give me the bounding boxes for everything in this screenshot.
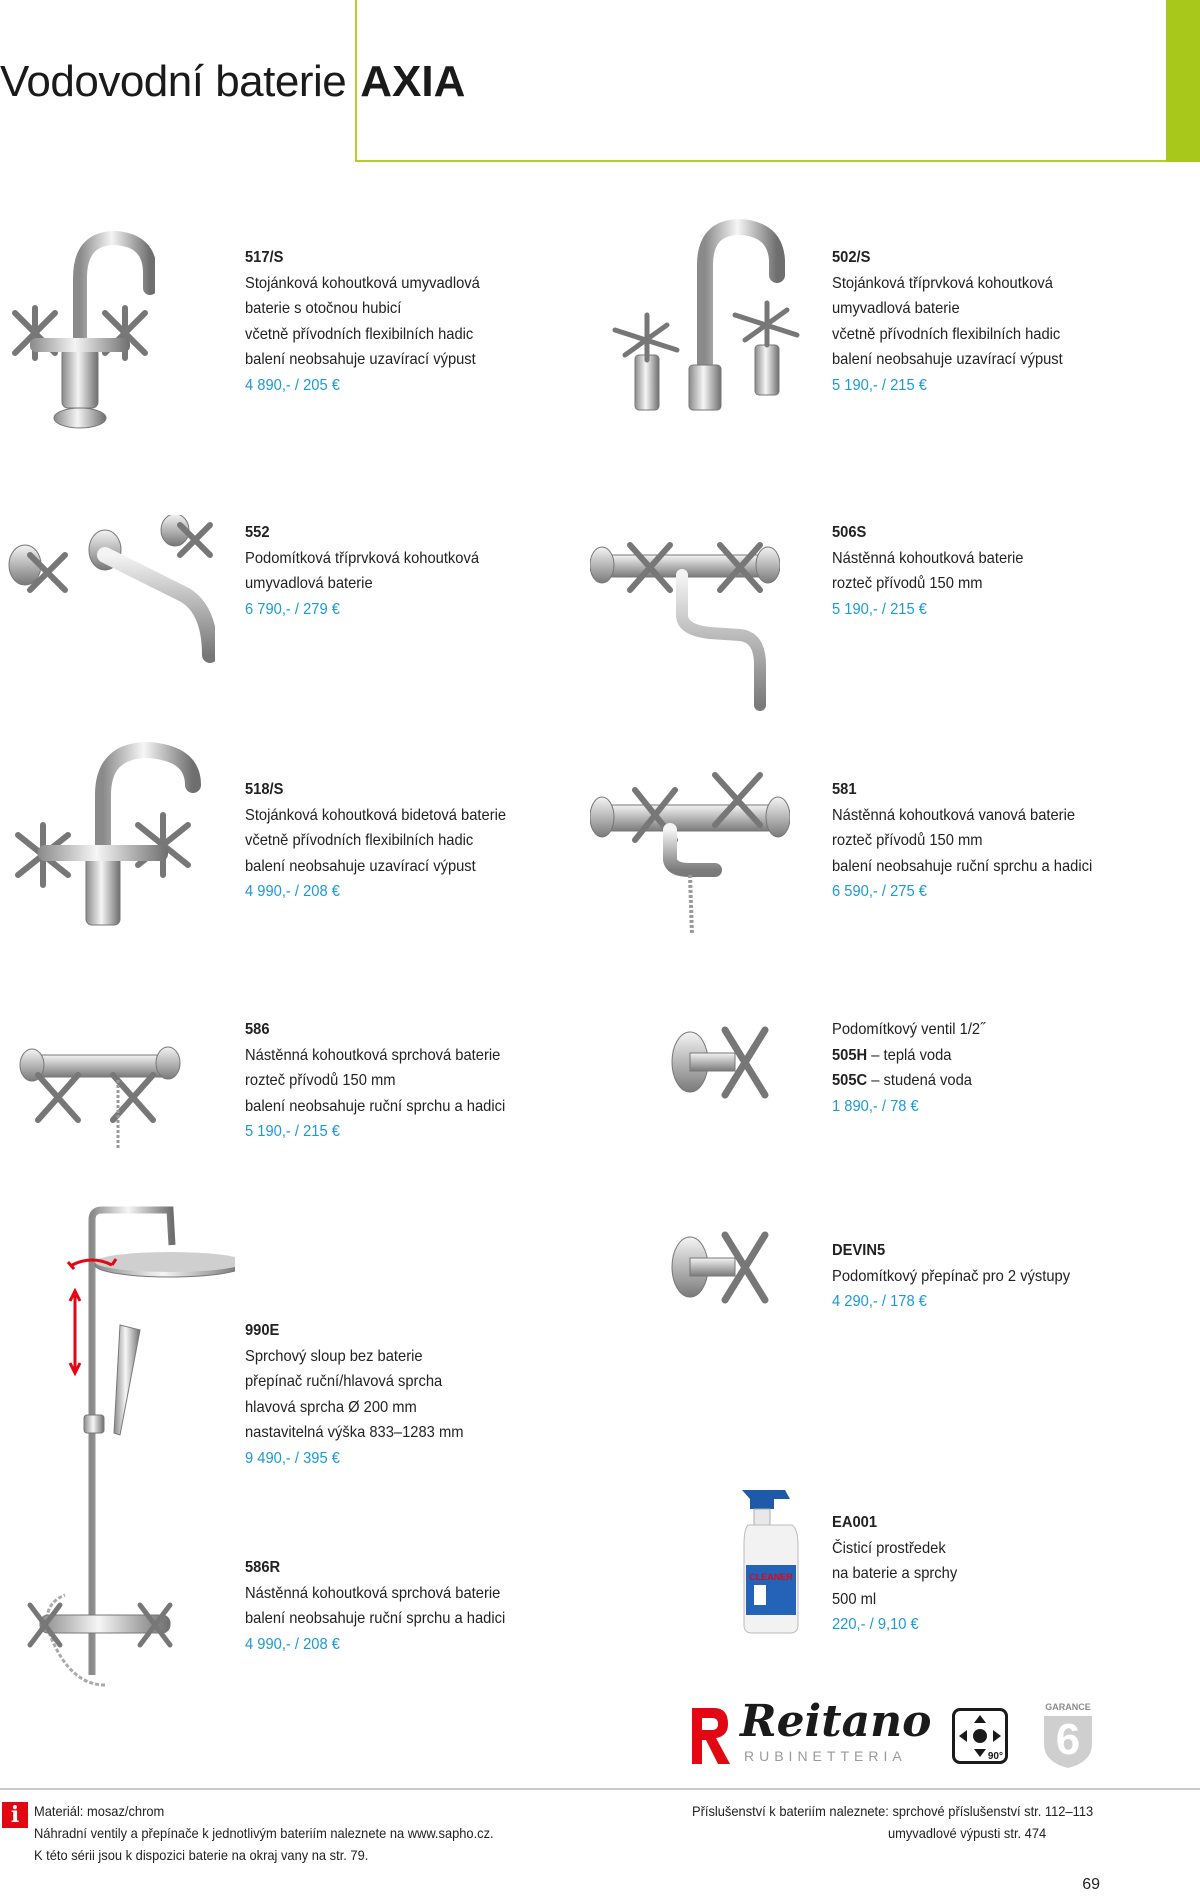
rotation-90-badge: [952, 1708, 1008, 1764]
product-desc: balení neobsahuje ruční sprchu a hadici: [245, 1610, 506, 1627]
product-desc: Podomítkový ventil 1/2˝: [832, 1021, 985, 1038]
product-price: 5 190,- / 215 €: [832, 600, 927, 618]
guarantee-badge: [1038, 1700, 1098, 1770]
product-code: 505H: [832, 1046, 868, 1064]
product-desc: balení neobsahuje uzavírací výpust: [832, 351, 1063, 368]
bidet-mixer-icon: [8, 735, 208, 935]
product-desc: hlavová sprcha Ø 200 mm: [245, 1398, 417, 1416]
product-code: 586: [245, 1021, 270, 1038]
bath-mixer-icon: [590, 765, 790, 940]
product-code: 581: [832, 781, 857, 798]
product-price: 220,- / 9,10 €: [832, 1616, 919, 1633]
product-price: 5 190,- / 215 €: [832, 376, 927, 394]
shower-column-icon: [20, 1205, 235, 1715]
guarantee-label: GARANCE: [1045, 1702, 1091, 1712]
cleaner-bottle-icon: [740, 1485, 805, 1635]
product-586: [245, 1017, 521, 1145]
product-code: 990E: [245, 1322, 280, 1339]
product-ea001: [832, 1510, 1108, 1638]
footer-accessory-line: Příslušenství k bateriím naleznete: sprchové příslušenství str. 112–113: [692, 1803, 1094, 1819]
product-desc: nastavitelná výška 833–1283 mm: [245, 1424, 464, 1441]
bottle-label: CLEANER: [749, 1572, 793, 1582]
product-price: 4 990,- / 208 €: [245, 1635, 340, 1653]
wall-basin-mixer-icon: [5, 515, 215, 665]
product-desc: balení neobsahuje uzavírací výpust: [245, 857, 476, 875]
product-desc: Stojánková kohoutková bidetová baterie: [245, 806, 507, 824]
product-price: 9 490,- / 395 €: [245, 1449, 340, 1467]
product-desc: přepínač ruční/hlavová sprcha: [245, 1373, 443, 1390]
product-desc: balení neobsahuje ruční sprchu a hadici: [245, 1097, 506, 1115]
header-frame: [355, 0, 1167, 162]
product-price: 4 890,- / 205 €: [245, 376, 340, 394]
footer-accessory-line: umyvadlové výpusti str. 474: [887, 1825, 1047, 1841]
product-desc: – teplá voda: [867, 1046, 952, 1064]
product-code: 502/S: [832, 249, 871, 266]
accent-bar: [1166, 0, 1200, 162]
product-code: DEVIN5: [832, 1242, 886, 1259]
footer-note: Náhradní ventily a přepínače k jednotlivým bateriím naleznete na www.sapho.cz.: [34, 1825, 494, 1841]
product-desc: balení neobsahuje ruční sprchu a hadici: [832, 857, 1093, 875]
product-code: 586R: [245, 1559, 281, 1576]
footer-note: K této sérii jsou k dispozici baterie na okraj vany na str. 79.: [34, 1847, 369, 1863]
product-desc: – studená voda: [867, 1072, 972, 1089]
product-code: 518/S: [245, 781, 284, 798]
brand-name: Reitano: [740, 1696, 932, 1747]
product-price: 5 190,- / 215 €: [245, 1123, 340, 1140]
product-code: 552: [245, 524, 270, 541]
product-desc: Sprchový sloup bez baterie: [245, 1347, 423, 1365]
product-desc: Podomítková tříprvková kohoutková: [245, 549, 480, 567]
product-desc: včetně přívodních flexibilních hadic: [832, 325, 1061, 343]
page-number: 69: [1082, 1876, 1100, 1893]
product-desc: Nástěnná kohoutková sprchová baterie: [245, 1046, 501, 1064]
concealed-valve-icon: [670, 1025, 770, 1100]
product-desc: Stojánková tříprvková kohoutková: [832, 274, 1053, 292]
product-desc: Čisticí prostředek: [832, 1539, 946, 1557]
product-desc: Nástěnná kohoutková baterie: [832, 549, 1024, 567]
product-code: EA001: [832, 1514, 878, 1531]
product-desc: balení neobsahuje uzavírací výpust: [245, 351, 476, 368]
footer-divider: [0, 1788, 1200, 1790]
product-586r: [245, 1555, 521, 1657]
product-desc: umyvadlová baterie: [245, 575, 373, 592]
wall-sink-mixer-icon: [590, 525, 780, 715]
product-desc: rozteč přívodů 150 mm: [832, 832, 983, 849]
guarantee-years: 6: [1055, 1715, 1081, 1764]
product-506s: [832, 520, 1108, 622]
product-518s: [245, 777, 521, 905]
footer-accessory-ref: [692, 1800, 1093, 1844]
product-desc: včetně přívodních flexibilních hadic: [245, 832, 474, 849]
product-desc: Stojánková kohoutková umyvadlová: [245, 274, 480, 292]
title-series-label: Vodovodní baterie: [0, 57, 347, 106]
product-desc: rozteč přívodů 150 mm: [245, 1072, 396, 1089]
product-desc: Podomítkový přepínač pro 2 výstupy: [832, 1267, 1071, 1285]
product-price: 6 790,- / 279 €: [245, 600, 340, 618]
rotation-label: 90°: [987, 1751, 1003, 1762]
footer-note: Materiál: mosaz/chrom: [34, 1803, 165, 1819]
product-990e: [245, 1318, 521, 1471]
product-desc: Nástěnná kohoutková vanová baterie: [832, 806, 1076, 824]
shower-mixer-icon: [18, 1035, 183, 1155]
product-552: [245, 520, 521, 622]
product-desc: na baterie a sprchy: [832, 1565, 958, 1582]
product-desc: včetně přívodních flexibilních hadic: [245, 325, 474, 343]
product-desc: umyvadlová baterie: [832, 300, 960, 317]
product-desc: baterie s otočnou hubicí: [245, 300, 402, 317]
reitano-r-mark-icon: [688, 1704, 732, 1768]
basin-mixer-swivel-icon: [10, 218, 155, 433]
product-price: 4 990,- / 208 €: [245, 883, 340, 900]
product-code: 505C: [832, 1072, 868, 1089]
product-price: 4 290,- / 178 €: [832, 1293, 927, 1310]
brand-subtitle: RUBINETTERIA: [744, 1748, 907, 1764]
footer-notes: [34, 1800, 494, 1866]
product-desc: 500 ml: [832, 1590, 877, 1608]
product-502s: [832, 245, 1108, 398]
product-505: [832, 1017, 1108, 1119]
product-code: 517/S: [245, 249, 284, 266]
product-price: 1 890,- / 78 €: [832, 1097, 919, 1115]
product-code: 506S: [832, 524, 867, 541]
product-price: 6 590,- / 275 €: [832, 883, 927, 900]
reitano-logo: [688, 1696, 932, 1770]
three-hole-basin-mixer-icon: [605, 215, 805, 420]
product-517s: [245, 245, 521, 398]
diverter-icon: [670, 1230, 770, 1305]
product-desc: rozteč přívodů 150 mm: [832, 575, 983, 592]
product-581: [832, 777, 1108, 905]
product-desc: Nástěnná kohoutková sprchová baterie: [245, 1584, 501, 1602]
product-devin5: [832, 1238, 1108, 1315]
info-icon: i: [2, 1802, 28, 1828]
title-series-name: AXIA: [360, 57, 466, 106]
